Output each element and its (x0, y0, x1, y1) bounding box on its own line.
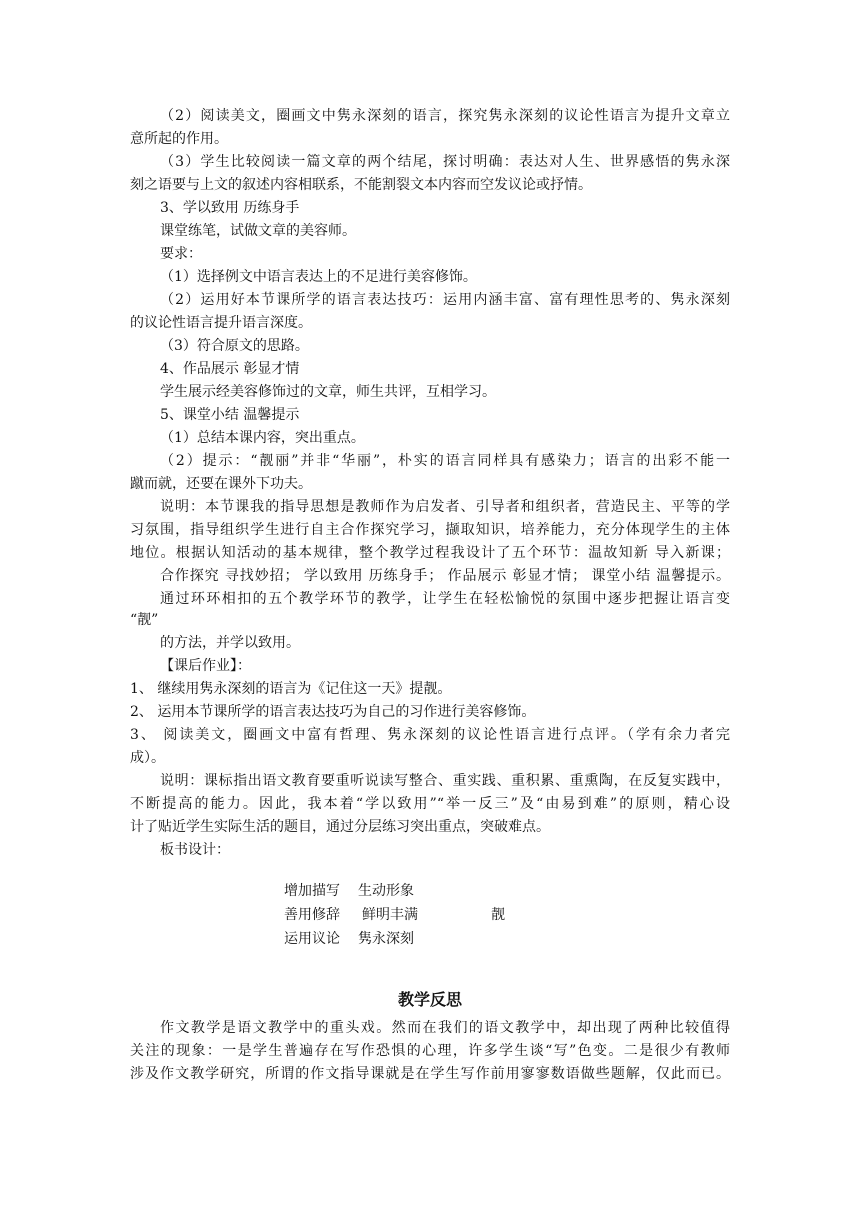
list-item: （1）选择例文中语言表达上的不足进行美容修饰。 (160, 269, 477, 285)
reflection-title: 教学反思 (397, 990, 462, 1009)
paragraph-line: 合作探究 寻找妙招； 学以致用 历练身手； 作品展示 彰显才情； 课堂小结 温馨提示。 (160, 568, 730, 584)
paragraph-line: “靓” (130, 612, 159, 628)
board-row-left: 善用修辞 (284, 907, 340, 923)
paragraph-line: 的议论性语言提升语言深度。 (130, 315, 312, 331)
list-item: （2）提示：“靓丽”并非“华丽”，朴实的语言同样具有感染力；语言的出彩不能一 (160, 453, 730, 469)
homework-item: 3、 阅读美文，圈画文中富有哲理、隽永深刻的议论性语言进行点评。（学有余力者完 (130, 727, 730, 743)
homework-heading: 【课后作业】： (160, 658, 251, 674)
paragraph-line: 说明：课标指出语文教育要重听说读写整合、重实践、重积累、重熏陶，在反复实践中， (160, 773, 730, 789)
paragraph-line: 习氛围，指导组织学生进行自主合作探究学习，撷取知识，培养能力，充分体现学生的主体 (130, 522, 730, 538)
paragraph-line: 刻之语要与上文的叙述内容相联系，不能割裂文本内容而空发议论或抒情。 (130, 177, 592, 193)
homework-item: 2、 运用本节课所学的语言表达技巧为自己的习作进行美容修饰。 (130, 704, 536, 720)
paragraph-line: 不断提高的能力。因此，我本着“学以致用”“举一反三”及“由易到难”的原则，精心设 (130, 796, 730, 812)
board-row-right: 鲜明丰满 (362, 907, 418, 923)
paragraph-line: （2）阅读美文，圈画文中隽永深刻的语言，探究隽永深刻的议论性语言为提升文章立 (160, 108, 730, 124)
board-row-left: 运用议论 (284, 931, 340, 947)
paragraph-line: 成）。 (130, 750, 165, 766)
paragraph-line: 的方法，并学以致用。 (160, 635, 300, 651)
paragraph-line: 要求： (160, 246, 202, 262)
list-item: （1）总结本课内容，突出重点。 (160, 430, 365, 446)
board-row-right: 生动形象 (358, 883, 414, 899)
section-heading: 4、作品展示 彰显才情 (160, 361, 300, 377)
board-row-left: 增加描写 (284, 883, 340, 899)
paragraph-line: 通过环环相扣的五个教学环节的教学，让学生在轻松愉悦的氛围中逐步把握让语言变 (160, 591, 730, 607)
paragraph-line: 说明：本节课我的指导思想是教师作为启发者、引导者和组织者，营造民主、平等的学 (160, 499, 730, 515)
section-heading: 5、课堂小结 温馨提示 (160, 407, 300, 423)
list-item: （3）符合原文的思路。 (160, 338, 309, 354)
homework-item: 1、 继续用隽永深刻的语言为《记住这一天》提靓。 (130, 681, 452, 697)
reflection-line: 作文教学是语文教学中的重头戏。然而在我们的语文教学中，却出现了两种比较值得 (160, 1020, 730, 1036)
paragraph-line: 计了贴近学生实际生活的题目，通过分层练习突出重点，突破难点。 (130, 819, 550, 835)
board-design-label: 板书设计： (160, 842, 230, 858)
paragraph-line: （3）学生比较阅读一篇文章的两个结尾，探讨明确：表达对人生、世界感悟的隽永深 (160, 154, 730, 170)
list-item: （2）运用好本节课所学的语言表达技巧：运用内涵丰富、富有理性思考的、隽永深刻 (160, 292, 730, 308)
board-row-right: 隽永深刻 (358, 931, 414, 947)
paragraph-line: 意所起的作用。 (130, 131, 228, 147)
board-center-char: 靓 (491, 907, 505, 923)
section-heading: 3、学以致用 历练身手 (160, 200, 300, 216)
paragraph-line: 蹴而就，还要在课外下功夫。 (130, 476, 312, 492)
reflection-line: 关注的现象：一是学生普遍存在写作恐惧的心理，许多学生谈“写”色变。二是很少有教师 (130, 1043, 730, 1059)
reflection-line: 涉及作文教学研究，所谓的作文指导课就是在学生写作前用寥寥数语做些题解，仅此而已。 (130, 1066, 730, 1082)
paragraph-line: 课堂练笔，试做文章的美容师。 (160, 223, 356, 239)
paragraph-line: 地位。根据认知活动的基本规律，整个教学过程我设计了五个环节：温故知新 导入新课； (130, 545, 730, 561)
paragraph-line: 学生展示经美容修饰过的文章，师生共评，互相学习。 (160, 384, 496, 400)
